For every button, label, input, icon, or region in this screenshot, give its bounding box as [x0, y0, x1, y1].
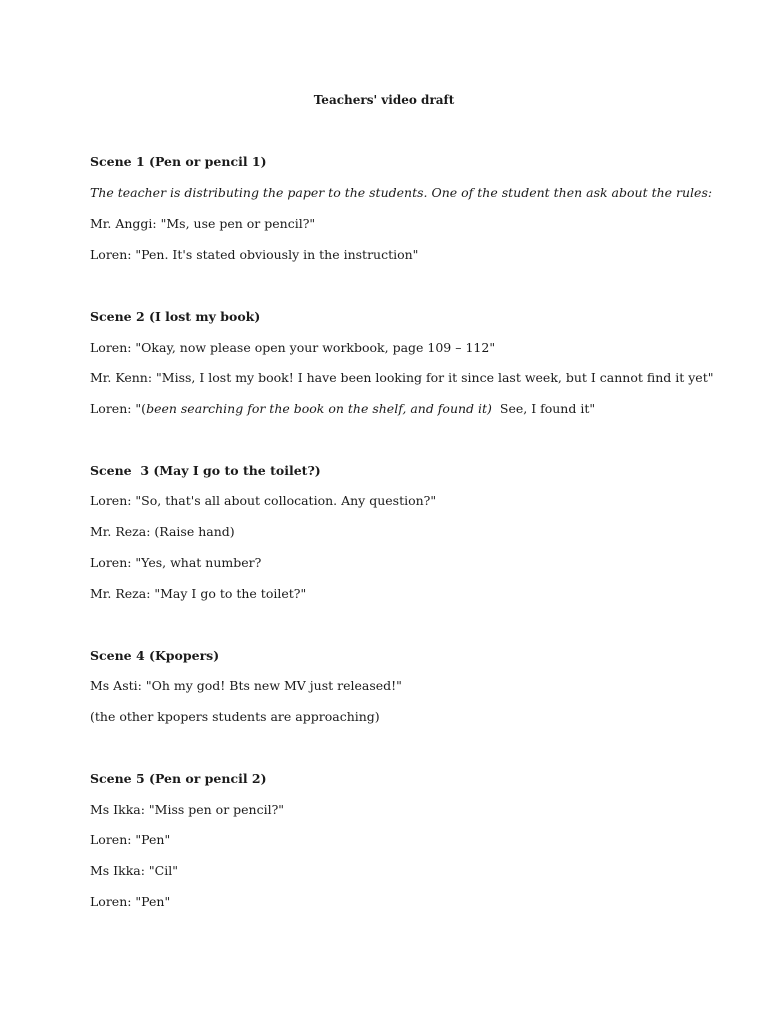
scene-1-line-3: Loren: "Pen. It's stated obviously in the instruction" [90, 247, 419, 262]
scene-5-line-4: Loren: "Pen" [90, 894, 171, 909]
scene-3-line-3: Loren: "Yes, what number? [90, 555, 262, 570]
scene-3-line-2: Mr. Reza: (Raise hand) [90, 524, 235, 539]
scene-5-line-3: Ms Ikka: "Cil" [90, 863, 178, 878]
scene-5-heading: Scene 5 (Pen or pencil 2) [90, 771, 267, 786]
scene-2-heading: Scene 2 (I lost my book) [90, 309, 261, 324]
scene-1-heading: Scene 1 (Pen or pencil 1) [90, 154, 267, 169]
scene-4-heading: Scene 4 (Kpopers) [90, 648, 220, 663]
scene-2-line-1: Loren: "Okay, now please open your workbook, page 109 – 112" [90, 340, 496, 355]
scene-1-line-2: Mr. Anggi: "Ms, use pen or pencil?" [90, 216, 316, 231]
scene-2-line-3-prefix: Loren: "( [90, 401, 147, 416]
document-title [0, 93, 768, 107]
scene-2-line-2: Mr. Kenn: "Miss, I lost my book! I have been looking for it since last week, but I cannot find it yet" [90, 370, 714, 385]
scene-4-line-1: Ms Asti: "Oh my god! Bts new MV just released!" [90, 678, 402, 693]
scene-5-line-1: Ms Ikka: "Miss pen or pencil?" [90, 802, 285, 817]
scene-3-line-1: Loren: "So, that's all about collocation. Any question?" [90, 493, 437, 508]
document-title-text: Teachers' video draft [313, 93, 455, 107]
scene-1-line-1: The teacher is distributing the paper to the students. One of the student then ask about the rules: [90, 185, 713, 200]
scene-2-line-3 [90, 401, 595, 417]
scene-5-line-2: Loren: "Pen" [90, 832, 171, 847]
scene-2-line-3-stage-direction: been searching for the book on the shelf, and found it) [146, 401, 492, 416]
scene-3-line-4: Mr. Reza: "May I go to the toilet?" [90, 586, 307, 601]
scene-3-heading: Scene 3 (May I go to the toilet?) [90, 463, 321, 478]
scene-2-line-3-suffix: See, I found it" [491, 401, 596, 416]
scene-4-line-2: (the other kpopers students are approaching) [90, 709, 380, 724]
